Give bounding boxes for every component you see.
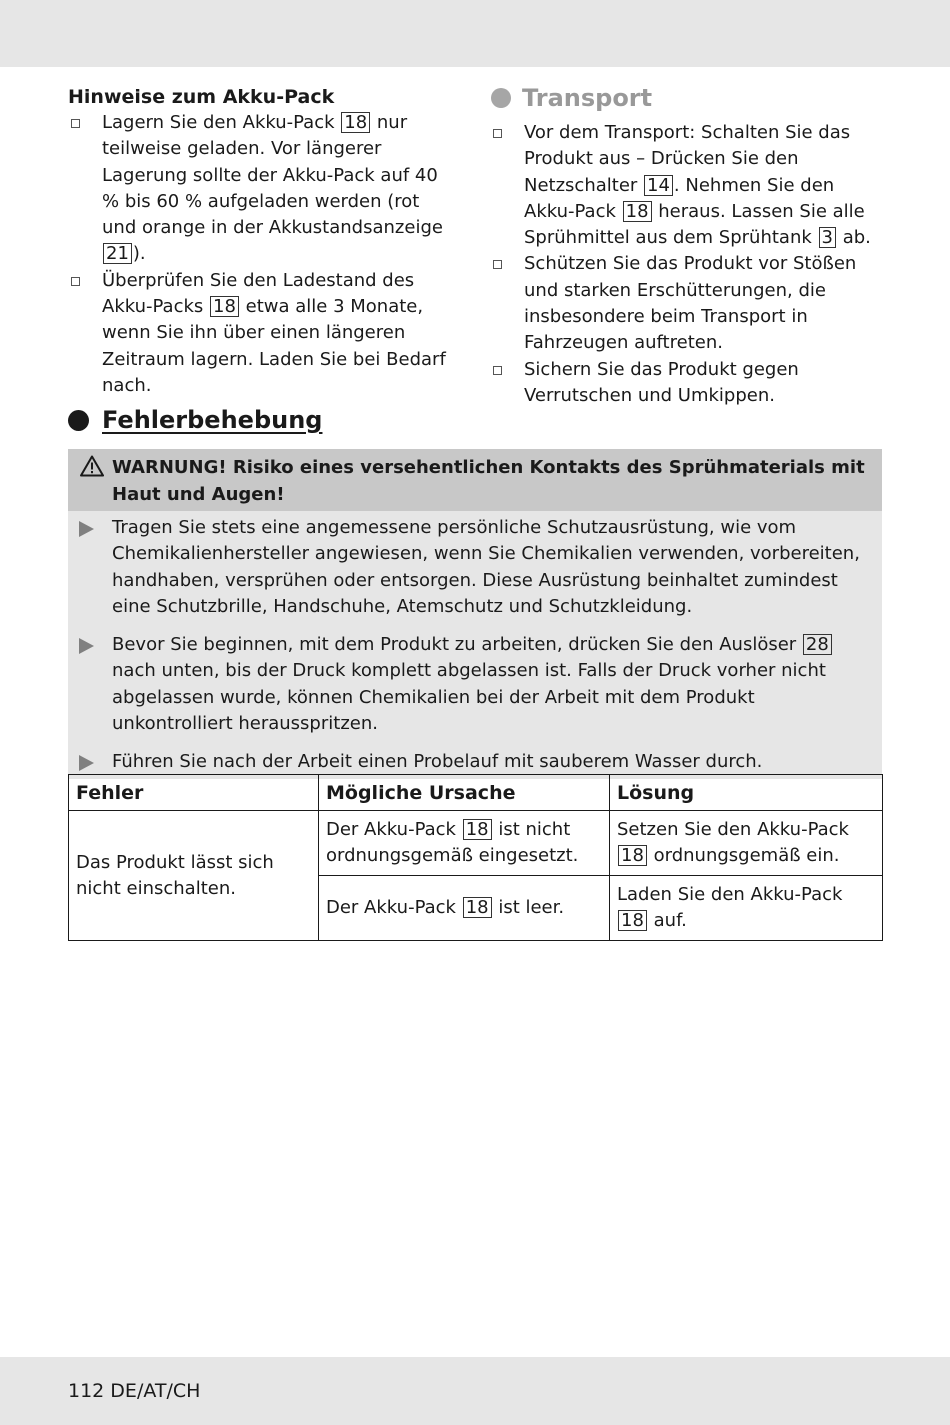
transport-section <box>490 84 890 409</box>
reference-number: 18 <box>618 845 647 866</box>
hinweise-heading: Hinweise zum Akku-Pack <box>68 86 335 108</box>
list-item: Führen Sie nach der Arbeit einen Probelauf mit sauberem Wasser durch. <box>112 749 862 778</box>
list-item: Schützen Sie das Produkt vor Stößen und starken Erschütterungen, die insbesondere beim Transport in Fahrzeugen auftreten. <box>490 251 890 356</box>
list-item: Überprüfen Sie den Ladestand des Akku-Packs 18 etwa alle 3 Monate, wenn Sie ihn über einen längeren Zeitraum lagern. Laden Sie bei Bedarf nach. <box>68 268 458 399</box>
table-header-row <box>69 775 883 811</box>
reference-number: 28 <box>803 634 832 655</box>
section-dot-icon <box>491 88 511 108</box>
list-item: Lagern Sie den Akku-Pack 18 nur teilweise geladen. Vor längerer Lagerung sollte der Akku-Pack auf 40 % bis 60 % aufgeladen werden (rot und orange in der Akkustandsanzeige 21 ). <box>68 110 458 268</box>
reference-number: 18 <box>341 112 370 133</box>
table-cell-ursache: Der Akku-Pack 18 ist leer. <box>319 876 610 941</box>
arrow-bullet-icon <box>79 638 94 654</box>
fehlerbehebung-heading: Fehlerbehebung <box>102 406 323 434</box>
column-header: Fehler <box>69 775 319 811</box>
column-header: Mögliche Ursache <box>319 775 610 811</box>
warning-heading: WARNUNG! Risiko eines versehentlichen Kontakts des Sprühmaterials mit Haut und Augen! <box>112 457 865 505</box>
checkbox-bullet-icon <box>71 277 80 286</box>
hinweise-section <box>68 84 458 399</box>
list-item: Vor dem Transport: Schalten Sie das Produkt aus – Drücken Sie den Netzschalter 14 . Nehmen Sie den Akku-Pack 18 heraus. Lassen Sie alle Sprühmittel aus dem Sprühtank 3 ab. <box>490 120 890 251</box>
reference-number: 18 <box>463 819 492 840</box>
transport-heading-row <box>490 84 890 112</box>
troubleshooting-table <box>68 774 883 941</box>
table-cell-fehler: Das Produkt lässt sich nicht einschalten. <box>69 811 319 941</box>
reference-number: 3 <box>819 227 836 248</box>
warning-list <box>68 511 882 779</box>
page-number: 112 DE/AT/CH <box>68 1380 201 1402</box>
list-item: Bevor Sie beginnen, mit dem Produkt zu arbeiten, drücken Sie den Auslöser 28 nach unten, bis der Druck komplett abgelassen ist. Falls der Druck vorher nicht abgelassen wurde, können Chemikalien bei der Arbeit mit dem Produkt unkontrolliert herausspritzen. <box>112 632 862 737</box>
checkbox-bullet-icon <box>71 119 80 128</box>
section-dot-icon <box>68 410 89 431</box>
reference-number: 18 <box>463 897 492 918</box>
fehlerbehebung-heading-row <box>68 404 322 436</box>
warning-box <box>68 449 882 779</box>
reference-number: 18 <box>210 296 239 317</box>
arrow-bullet-icon <box>79 521 94 537</box>
reference-number: 18 <box>618 910 647 931</box>
checkbox-bullet-icon <box>493 366 502 375</box>
warning-icon <box>80 455 104 477</box>
table-cell-loesung: Setzen Sie den Akku-Pack 18 ordnungsgemäß ein. <box>610 811 883 876</box>
transport-list <box>490 120 890 409</box>
hinweise-list <box>68 110 458 399</box>
table-row <box>69 811 883 876</box>
checkbox-bullet-icon <box>493 129 502 138</box>
transport-heading: Transport <box>522 84 653 112</box>
table-cell-ursache: Der Akku-Pack 18 ist nicht ordnungsgemäß eingesetzt. <box>319 811 610 876</box>
reference-number: 14 <box>644 175 673 196</box>
reference-number: 21 <box>103 243 132 264</box>
reference-number: 18 <box>623 201 652 222</box>
checkbox-bullet-icon <box>493 260 502 269</box>
table-cell-loesung: Laden Sie den Akku-Pack 18 auf. <box>610 876 883 941</box>
list-item: Sichern Sie das Produkt gegen Verrutschen und Umkippen. <box>490 357 890 410</box>
warning-header <box>68 449 882 511</box>
list-item: Tragen Sie stets eine angemessene persönliche Schutzausrüstung, wie vom Chemikalienhersteller angewiesen, wenn Sie Chemikalien verwenden, vorbereiten, handhaben, versprühen oder entsorgen. Diese Ausrüstung beinhaltet zumindest eine Schutzbrille, Handschuhe, Atemschutz und Schutzkleidung. <box>112 515 862 620</box>
arrow-bullet-icon <box>79 755 94 771</box>
column-header: Lösung <box>610 775 883 811</box>
top-band <box>0 0 950 67</box>
